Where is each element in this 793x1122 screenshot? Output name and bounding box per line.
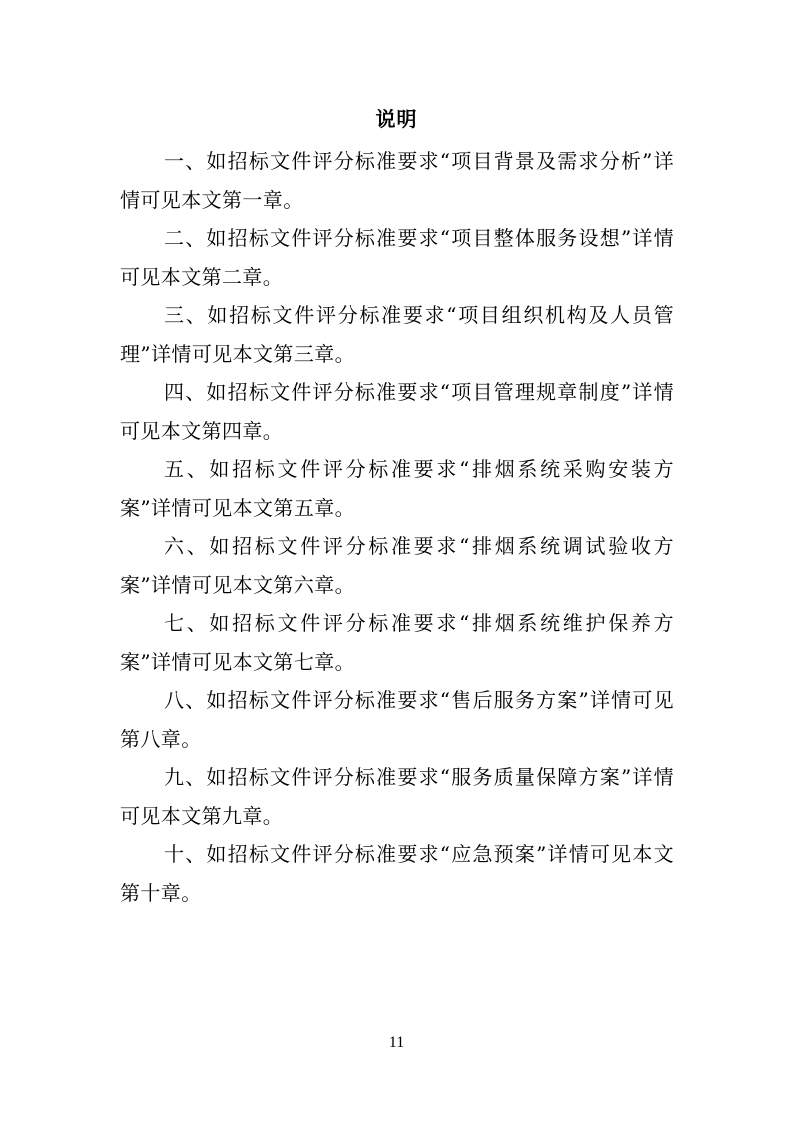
paragraph-6: 六、如招标文件评分标准要求“排烟系统调试验收方案”详情可见本文第六章。	[120, 534, 674, 597]
page-title: 说明	[375, 107, 418, 131]
paragraph-2: 二、如招标文件评分标准要求“项目整体服务设想”详情可见本文第二章。	[120, 226, 674, 289]
paragraph-5: 五、如招标文件评分标准要求“排烟系统采购安装方案”详情可见本文第五章。	[120, 457, 674, 520]
paragraph-3: 三、如招标文件评分标准要求“项目组织机构及人员管理”详情可见本文第三章。	[120, 303, 674, 366]
paragraph-7: 七、如招标文件评分标准要求“排烟系统维护保养方案”详情可见本文第七章。	[120, 611, 674, 674]
paragraph-1: 一、如招标文件评分标准要求“项目背景及需求分析”详情可见本文第一章。	[120, 149, 674, 212]
paragraph-8: 八、如招标文件评分标准要求“售后服务方案”详情可见第八章。	[120, 688, 674, 751]
paragraph-4: 四、如招标文件评分标准要求“项目管理规章制度”详情可见本文第四章。	[120, 380, 674, 443]
paragraph-9: 九、如招标文件评分标准要求“服务质量保障方案”详情可见本文第九章。	[120, 765, 674, 828]
page-number: 11	[388, 1034, 405, 1051]
paragraph-10: 十、如招标文件评分标准要求“应急预案”详情可见本文第十章。	[120, 842, 674, 905]
document-body	[120, 142, 674, 912]
